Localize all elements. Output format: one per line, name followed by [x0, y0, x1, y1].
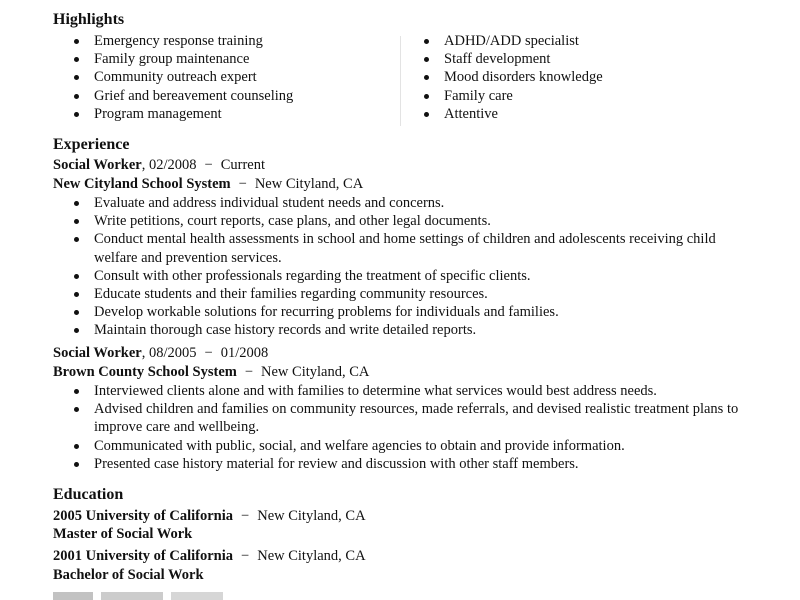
- list-item: Develop workable solutions for recurring problems for individuals and families.: [94, 303, 754, 321]
- list-item: Family group maintenance: [94, 50, 293, 68]
- list-item: Mood disorders knowledge: [444, 68, 603, 86]
- list-item: Communicated with public, social, and welfare agencies to obtain and provide information.: [94, 437, 754, 455]
- dash: −: [241, 548, 250, 564]
- list-item: Consult with other professionals regarding the treatment of specific clients.: [94, 267, 754, 285]
- list-item: Grief and bereavement counseling: [94, 87, 293, 105]
- dash: −: [204, 157, 213, 173]
- education-school: 2005 University of California: [53, 508, 234, 524]
- job-title: Social Worker: [53, 157, 142, 173]
- employer-location: New Cityland, CA: [254, 176, 364, 192]
- education-degree: Bachelor of Social Work: [53, 567, 204, 583]
- highlights-left-list: [94, 32, 293, 123]
- list-item: Attentive: [444, 105, 603, 123]
- bullet-icon: [74, 328, 79, 333]
- bullet-icon: [74, 274, 79, 279]
- job-title: Social Worker: [53, 345, 142, 361]
- education-school: 2001 University of California: [53, 548, 234, 564]
- education-school-line: [53, 548, 366, 565]
- bullet-icon: [74, 94, 79, 99]
- list-item: Advised children and families on community resources, made referrals, and devised realistic treatment plans to improve care and wellbeing.: [94, 400, 754, 436]
- list-item: Emergency response training: [94, 32, 293, 50]
- list-item: Interviewed clients alone and with families to determine what services would best address needs.: [94, 382, 754, 400]
- highlights-heading: Highlights: [53, 11, 125, 28]
- employer-line: [53, 364, 369, 381]
- employer-location: New Cityland, CA: [261, 364, 370, 380]
- job-title-line: [53, 157, 265, 174]
- job-end-date: Current: [220, 157, 266, 173]
- bullet-icon: [424, 39, 429, 44]
- bullet-icon: [74, 407, 79, 412]
- list-item: Conduct mental health assessments in school and home settings of children and adolescents receiving child welfare and prevention services.: [94, 230, 754, 266]
- list-item: Presented case history material for review and discussion with other staff members.: [94, 455, 754, 473]
- job-end-date: 01/2008: [220, 345, 269, 361]
- list-item: Family care: [444, 87, 603, 105]
- job-duties-list: [94, 382, 754, 473]
- bullet-icon: [74, 39, 79, 44]
- bullet-icon: [424, 94, 429, 99]
- education-location: New Cityland, CA: [257, 508, 366, 524]
- education-school-line: [53, 508, 366, 525]
- job-title-line: [53, 345, 268, 362]
- bullet-icon: [74, 292, 79, 297]
- list-item: Maintain thorough case history records and write detailed reports.: [94, 321, 754, 339]
- list-item: Staff development: [444, 50, 603, 68]
- bullet-icon: [424, 57, 429, 62]
- employer-name: Brown County School System: [53, 364, 237, 380]
- education-location: New Cityland, CA: [257, 548, 366, 564]
- job-duties-list: [94, 194, 754, 340]
- list-item: Write petitions, court reports, case plans, and other legal documents.: [94, 212, 754, 230]
- education-heading: Education: [53, 486, 124, 503]
- employer-name: New Cityland School System: [53, 176, 231, 192]
- bullet-icon: [74, 237, 79, 242]
- bullet-icon: [74, 462, 79, 467]
- bullet-icon: [424, 75, 429, 80]
- list-item: Community outreach expert: [94, 68, 293, 86]
- bullet-icon: [74, 310, 79, 315]
- dash: −: [244, 364, 254, 380]
- experience-heading: Experience: [53, 136, 130, 153]
- cut-off-text-fragment: [53, 592, 353, 600]
- bullet-icon: [424, 112, 429, 117]
- list-item: ADHD/ADD specialist: [444, 32, 603, 50]
- dash: −: [238, 176, 247, 192]
- education-degree: Master of Social Work: [53, 526, 193, 542]
- bullet-icon: [74, 112, 79, 117]
- bullet-icon: [74, 219, 79, 224]
- bullet-icon: [74, 75, 79, 80]
- job-start-date: , 08/2005: [141, 345, 197, 361]
- list-item: Educate students and their families regarding community resources.: [94, 285, 754, 303]
- bullet-icon: [74, 201, 79, 206]
- job-start-date: , 02/2008: [141, 157, 197, 173]
- highlights-right-list: [444, 32, 603, 123]
- employer-line: [53, 176, 363, 193]
- dash: −: [204, 345, 213, 361]
- column-divider: [400, 36, 401, 126]
- dash: −: [241, 508, 250, 524]
- bullet-icon: [74, 389, 79, 394]
- list-item: Evaluate and address individual student needs and concerns.: [94, 194, 754, 212]
- list-item: Program management: [94, 105, 293, 123]
- bullet-icon: [74, 57, 79, 62]
- bullet-icon: [74, 444, 79, 449]
